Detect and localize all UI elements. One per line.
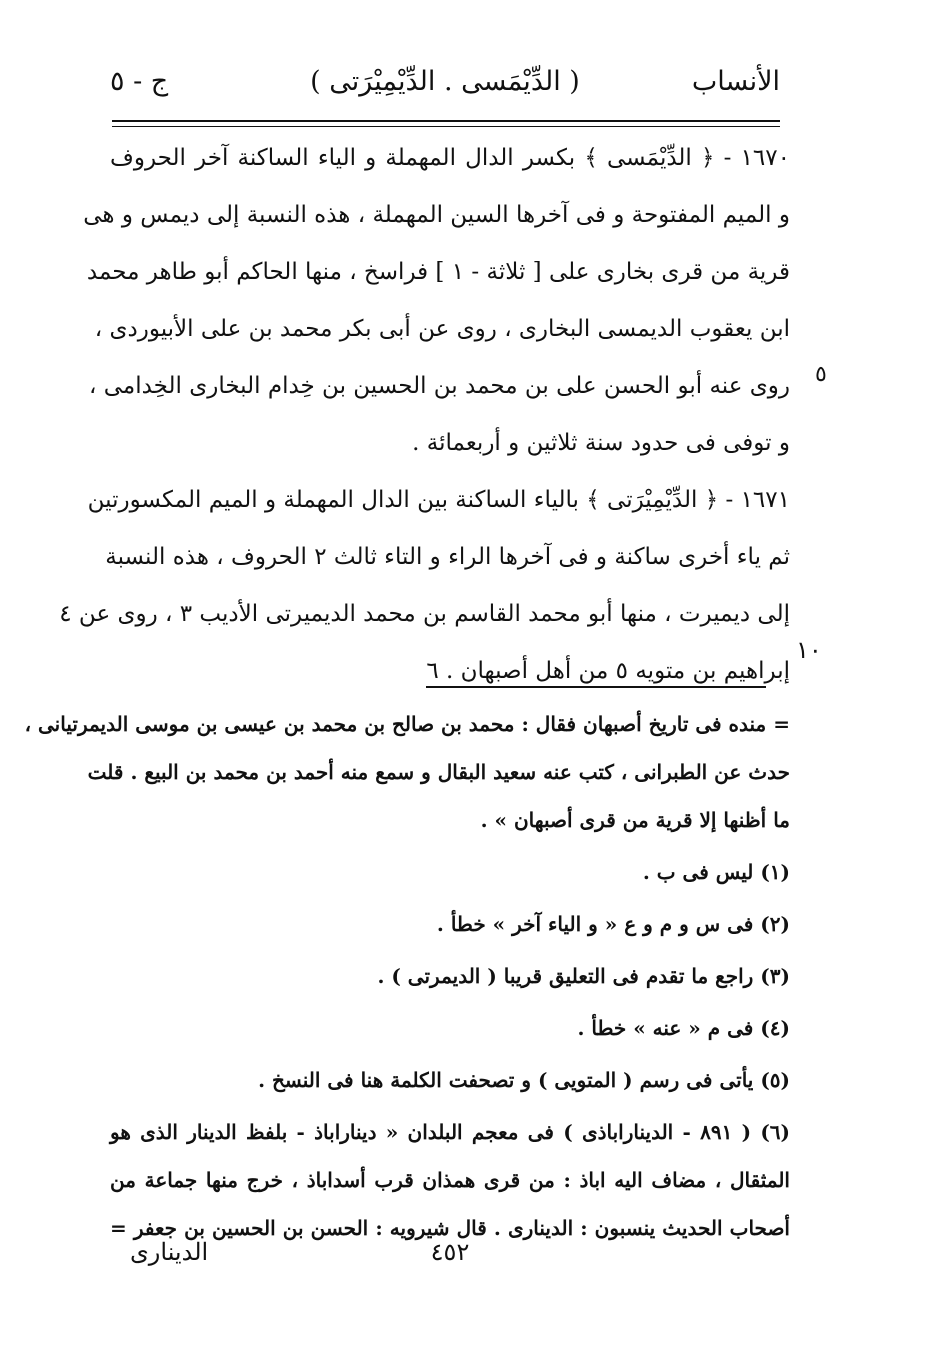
footnote-line: = منده فى تاريخ أصبهان فقال : محمد بن صالح بن محمد بن عيسى بن موسى الديمرتيانى ، (24, 712, 790, 736)
margin-line-number: ١٠ (796, 636, 822, 664)
main-text (59, 130, 790, 700)
text-line: ١٦٧١ - ﴿ الدِّيْمِيْرَتى ﴾ بالياء الساكنة بين الدال المهملة و الميم المكسورتين (87, 487, 790, 513)
text-line: إبراهيم بن متويه ٥ من أهل أصبهان . ٦ (426, 658, 790, 684)
footnote-line: ما أظنها إلا قرية من قرى أصبهان » . (480, 808, 790, 832)
footnote-6: (٦) ( ٨٩١ - الديناراباذى ) فى معجم البلدان « ديناراباذ - بلفظ الدينار الذى هو (110, 1120, 790, 1144)
page-footer (110, 1238, 790, 1278)
text-line: و توفى فى حدود سنة ثلاثين و أربعمائة . (412, 430, 790, 456)
footnote-line: حدث عن الطبرانى ، كتب عنه سعيد البقال و سمع منه أحمد بن محمد بن البيع . قلت (87, 760, 790, 784)
volume-number: ج - ٥ (110, 66, 169, 97)
text-line: و الميم المفتوحة و فى آخرها السين المهملة ، هذه النسبة إلى ديمس و هى (83, 202, 790, 228)
footnote-1: (١) ليس فى ب . (642, 860, 790, 884)
book-title: الأنساب (691, 66, 780, 97)
footnotes (24, 700, 790, 1252)
text-line: ثم ياء أخرى ساكنة و فى آخرها الراء و التاء ثالث ٢ الحروف ، هذه النسبة (105, 544, 790, 570)
catchword: الدينارى (130, 1238, 209, 1266)
running-header (110, 60, 780, 104)
text-line: روى عنه أبو الحسن على بن محمد بن الحسين بن خِدام البخارى الخِدامى ، (88, 373, 790, 399)
footnote-line: أصحاب الحديث ينسبون : الدينارى . قال شيرويه : الحسن بن الحسين بن جعفر = (110, 1216, 790, 1240)
margin-line-marker: ٥ (815, 362, 827, 387)
header-title: ( الدِّيْمَسى . الدِّيْمِيْرَتى ) (310, 66, 580, 97)
page-number: ٤٥٢ (430, 1238, 470, 1266)
footnote-separator (426, 686, 766, 688)
footnote-5: (٥) يأتى فى رسم ( المتويى ) و تصحفت الكلمة هنا فى النسخ . (258, 1068, 790, 1092)
text-line: ١٦٧٠ - ﴿ الدِّيْمَسى ﴾ بكسر الدال المهملة و الياء الساكنة آخر الحروف (110, 145, 790, 171)
footnote-3: (٣) راجع ما تقدم فى التعليق قريبا ( الديمرتى ) . (377, 964, 790, 988)
header-rule-thin (112, 126, 780, 127)
text-line: قرية من قرى بخارى على [ ثلاثة - ١ ] فراسخ ، منها الحاكم أبو طاهر محمد (86, 259, 790, 285)
text-line: إلى ديميرت ، منها أبو محمد القاسم بن محمد الديميرتى الأديب ٣ ، روى عن ٤ (59, 601, 790, 627)
footnote-line: المثقال ، مضاف اليه اباذ : من قرى همذان قرب أسداباذ ، خرج منها جماعة من (110, 1168, 790, 1192)
footnote-2: (٢) فى س و م و ع « و الياء آخر » خطأ . (436, 912, 790, 936)
footnote-4: (٤) فى م « عنه » خطأ . (577, 1016, 790, 1040)
header-rule (112, 120, 780, 122)
text-line: ابن يعقوب الديمسى البخارى ، روى عن أبى بكر محمد بن على الأبيوردى ، (94, 316, 790, 342)
